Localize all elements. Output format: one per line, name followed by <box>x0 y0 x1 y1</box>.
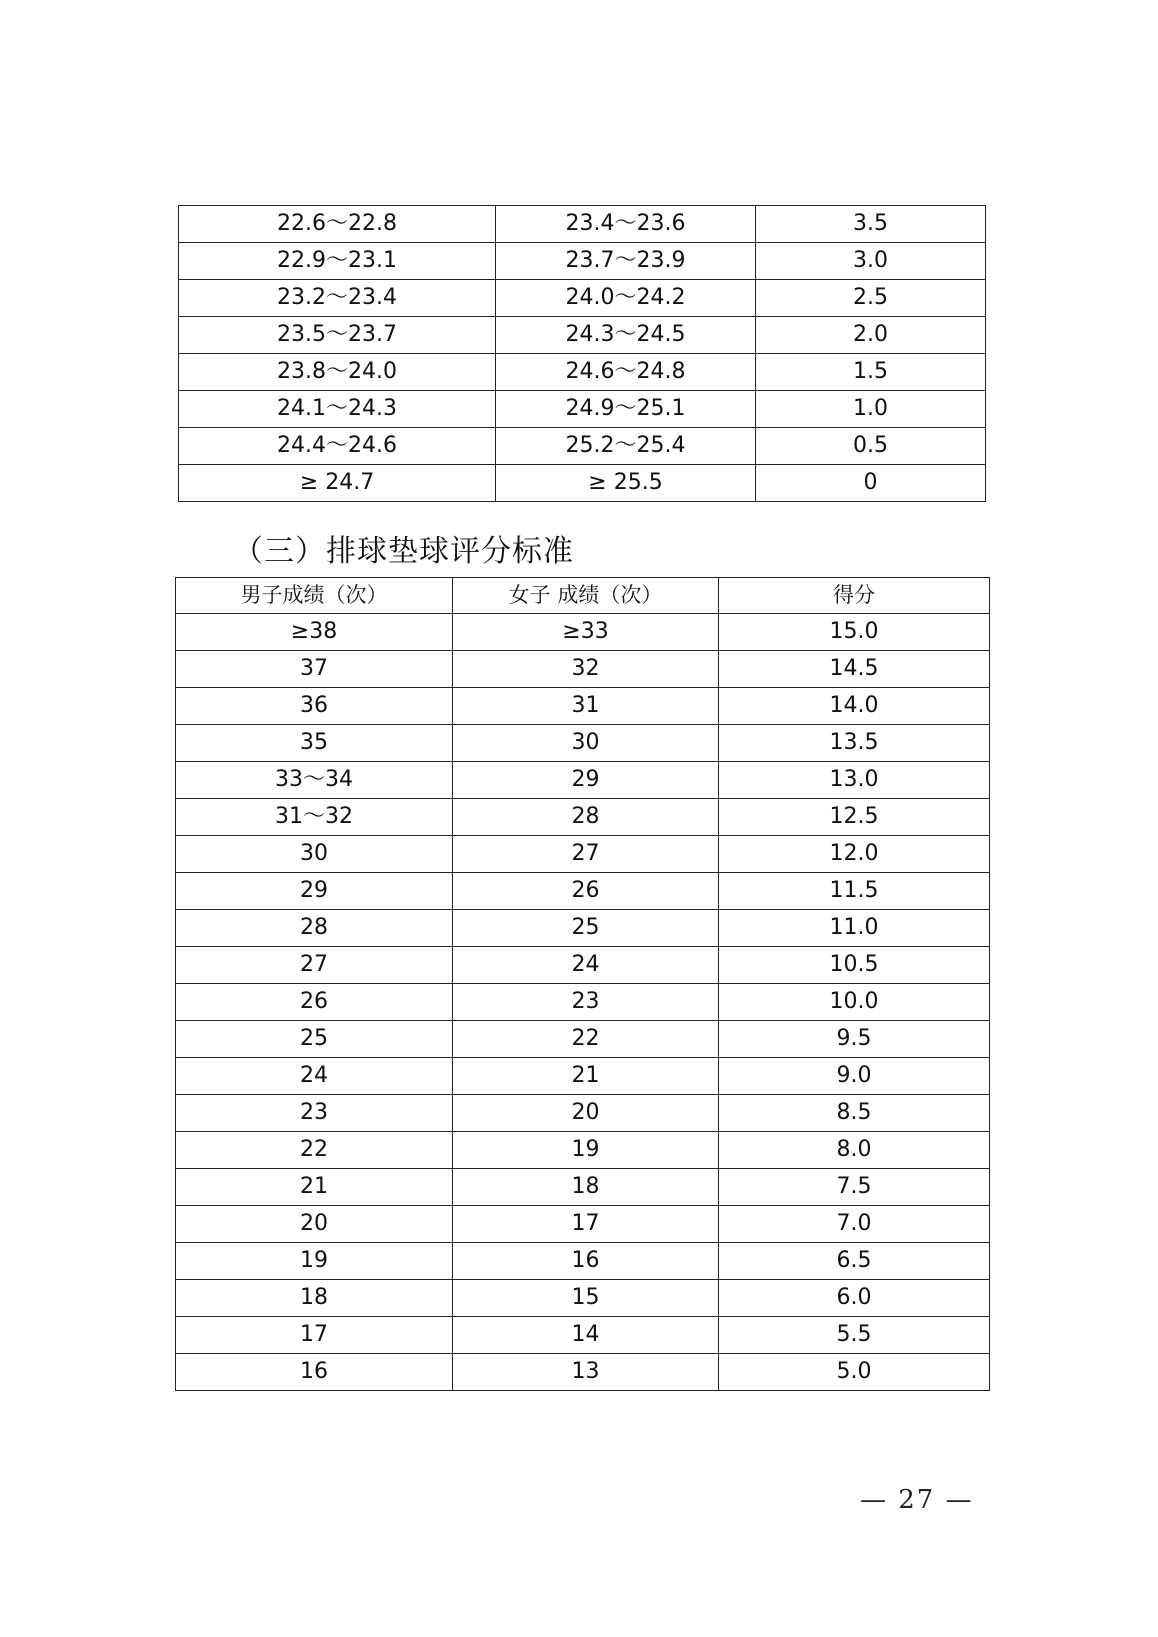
male-score-cell: 23.5～23.7 <box>179 317 496 354</box>
table-row <box>176 1169 990 1206</box>
male-score-cell: 24 <box>176 1058 453 1095</box>
female-score-cell: 22 <box>453 1021 719 1058</box>
points-cell: 13.5 <box>719 725 990 762</box>
table-row <box>176 1317 990 1354</box>
female-score-cell: 23 <box>453 984 719 1021</box>
table-row <box>176 1132 990 1169</box>
female-score-cell: 25 <box>453 910 719 947</box>
female-score-cell: 29 <box>453 762 719 799</box>
female-score-cell: 23.4～23.6 <box>496 206 756 243</box>
points-cell: 1.5 <box>756 354 986 391</box>
table-row <box>176 762 990 799</box>
female-score-cell: 24.9～25.1 <box>496 391 756 428</box>
male-score-cell: 22.6～22.8 <box>179 206 496 243</box>
header-male-score: 男子成绩（次） <box>176 578 453 614</box>
female-score-cell: 19 <box>453 1132 719 1169</box>
table-row <box>176 873 990 910</box>
male-score-cell: 17 <box>176 1317 453 1354</box>
female-score-cell: 17 <box>453 1206 719 1243</box>
male-score-cell: 24.1～24.3 <box>179 391 496 428</box>
male-score-cell: 20 <box>176 1206 453 1243</box>
points-cell: 6.0 <box>719 1280 990 1317</box>
table-row <box>179 465 986 502</box>
table-row <box>176 947 990 984</box>
points-cell: 11.5 <box>719 873 990 910</box>
points-cell: 3.0 <box>756 243 986 280</box>
table-header-row <box>176 578 990 614</box>
male-score-cell: 36 <box>176 688 453 725</box>
table-row <box>176 1354 990 1391</box>
female-score-cell: ≥33 <box>453 614 719 651</box>
header-points: 得分 <box>719 578 990 614</box>
table-row <box>176 1243 990 1280</box>
male-score-cell: ≥ 24.7 <box>179 465 496 502</box>
points-cell: 5.0 <box>719 1354 990 1391</box>
table-row <box>176 836 990 873</box>
male-score-cell: 31～32 <box>176 799 453 836</box>
female-score-cell: 24.0～24.2 <box>496 280 756 317</box>
points-cell: 1.0 <box>756 391 986 428</box>
male-score-cell: 35 <box>176 725 453 762</box>
points-cell: 10.5 <box>719 947 990 984</box>
table-row <box>179 243 986 280</box>
female-score-cell: 16 <box>453 1243 719 1280</box>
female-score-cell: 14 <box>453 1317 719 1354</box>
male-score-cell: 28 <box>176 910 453 947</box>
male-score-cell: 16 <box>176 1354 453 1391</box>
page-number: — 27 — <box>860 1485 974 1515</box>
points-cell: 8.5 <box>719 1095 990 1132</box>
table-row <box>176 614 990 651</box>
section-title: （三）排球垫球评分标准 <box>233 534 574 569</box>
table-row <box>179 280 986 317</box>
female-score-cell: 27 <box>453 836 719 873</box>
points-cell: 7.0 <box>719 1206 990 1243</box>
table-row <box>176 984 990 1021</box>
points-cell: 14.5 <box>719 651 990 688</box>
table-row <box>176 910 990 947</box>
table-row <box>176 725 990 762</box>
points-cell: 13.0 <box>719 762 990 799</box>
female-score-cell: 23.7～23.9 <box>496 243 756 280</box>
table-row <box>176 1021 990 1058</box>
table-row <box>176 688 990 725</box>
female-score-cell: 28 <box>453 799 719 836</box>
male-score-cell: 24.4～24.6 <box>179 428 496 465</box>
points-cell: 0 <box>756 465 986 502</box>
female-score-cell: 26 <box>453 873 719 910</box>
male-score-cell: 29 <box>176 873 453 910</box>
table-row <box>176 1206 990 1243</box>
score-table-continued <box>178 205 986 502</box>
table-row <box>176 799 990 836</box>
points-cell: 12.5 <box>719 799 990 836</box>
points-cell: 6.5 <box>719 1243 990 1280</box>
points-cell: 2.5 <box>756 280 986 317</box>
header-female-score: 女子 成绩（次） <box>453 578 719 614</box>
points-cell: 14.0 <box>719 688 990 725</box>
male-score-cell: ≥38 <box>176 614 453 651</box>
points-cell: 15.0 <box>719 614 990 651</box>
male-score-cell: 26 <box>176 984 453 1021</box>
table-row <box>176 1280 990 1317</box>
points-cell: 9.5 <box>719 1021 990 1058</box>
male-score-cell: 25 <box>176 1021 453 1058</box>
female-score-cell: 31 <box>453 688 719 725</box>
male-score-cell: 27 <box>176 947 453 984</box>
female-score-cell: 21 <box>453 1058 719 1095</box>
points-cell: 10.0 <box>719 984 990 1021</box>
female-score-cell: 24 <box>453 947 719 984</box>
points-cell: 7.5 <box>719 1169 990 1206</box>
male-score-cell: 23.8～24.0 <box>179 354 496 391</box>
female-score-cell: 24.3～24.5 <box>496 317 756 354</box>
female-score-cell: 15 <box>453 1280 719 1317</box>
points-cell: 12.0 <box>719 836 990 873</box>
points-cell: 11.0 <box>719 910 990 947</box>
male-score-cell: 19 <box>176 1243 453 1280</box>
female-score-cell: 30 <box>453 725 719 762</box>
female-score-cell: 18 <box>453 1169 719 1206</box>
female-score-cell: 32 <box>453 651 719 688</box>
table-row <box>179 391 986 428</box>
female-score-cell: 13 <box>453 1354 719 1391</box>
female-score-cell: ≥ 25.5 <box>496 465 756 502</box>
table-row <box>176 651 990 688</box>
volleyball-score-table <box>175 577 990 1391</box>
male-score-cell: 33～34 <box>176 762 453 799</box>
female-score-cell: 20 <box>453 1095 719 1132</box>
points-cell: 9.0 <box>719 1058 990 1095</box>
table-row <box>176 1058 990 1095</box>
male-score-cell: 23.2～23.4 <box>179 280 496 317</box>
points-cell: 0.5 <box>756 428 986 465</box>
points-cell: 5.5 <box>719 1317 990 1354</box>
male-score-cell: 37 <box>176 651 453 688</box>
table-row <box>179 206 986 243</box>
male-score-cell: 21 <box>176 1169 453 1206</box>
points-cell: 2.0 <box>756 317 986 354</box>
male-score-cell: 30 <box>176 836 453 873</box>
female-score-cell: 24.6～24.8 <box>496 354 756 391</box>
points-cell: 3.5 <box>756 206 986 243</box>
table-row <box>179 317 986 354</box>
male-score-cell: 18 <box>176 1280 453 1317</box>
table-row <box>179 428 986 465</box>
male-score-cell: 22 <box>176 1132 453 1169</box>
table-row <box>176 1095 990 1132</box>
female-score-cell: 25.2～25.4 <box>496 428 756 465</box>
points-cell: 8.0 <box>719 1132 990 1169</box>
male-score-cell: 23 <box>176 1095 453 1132</box>
male-score-cell: 22.9～23.1 <box>179 243 496 280</box>
table-row <box>179 354 986 391</box>
